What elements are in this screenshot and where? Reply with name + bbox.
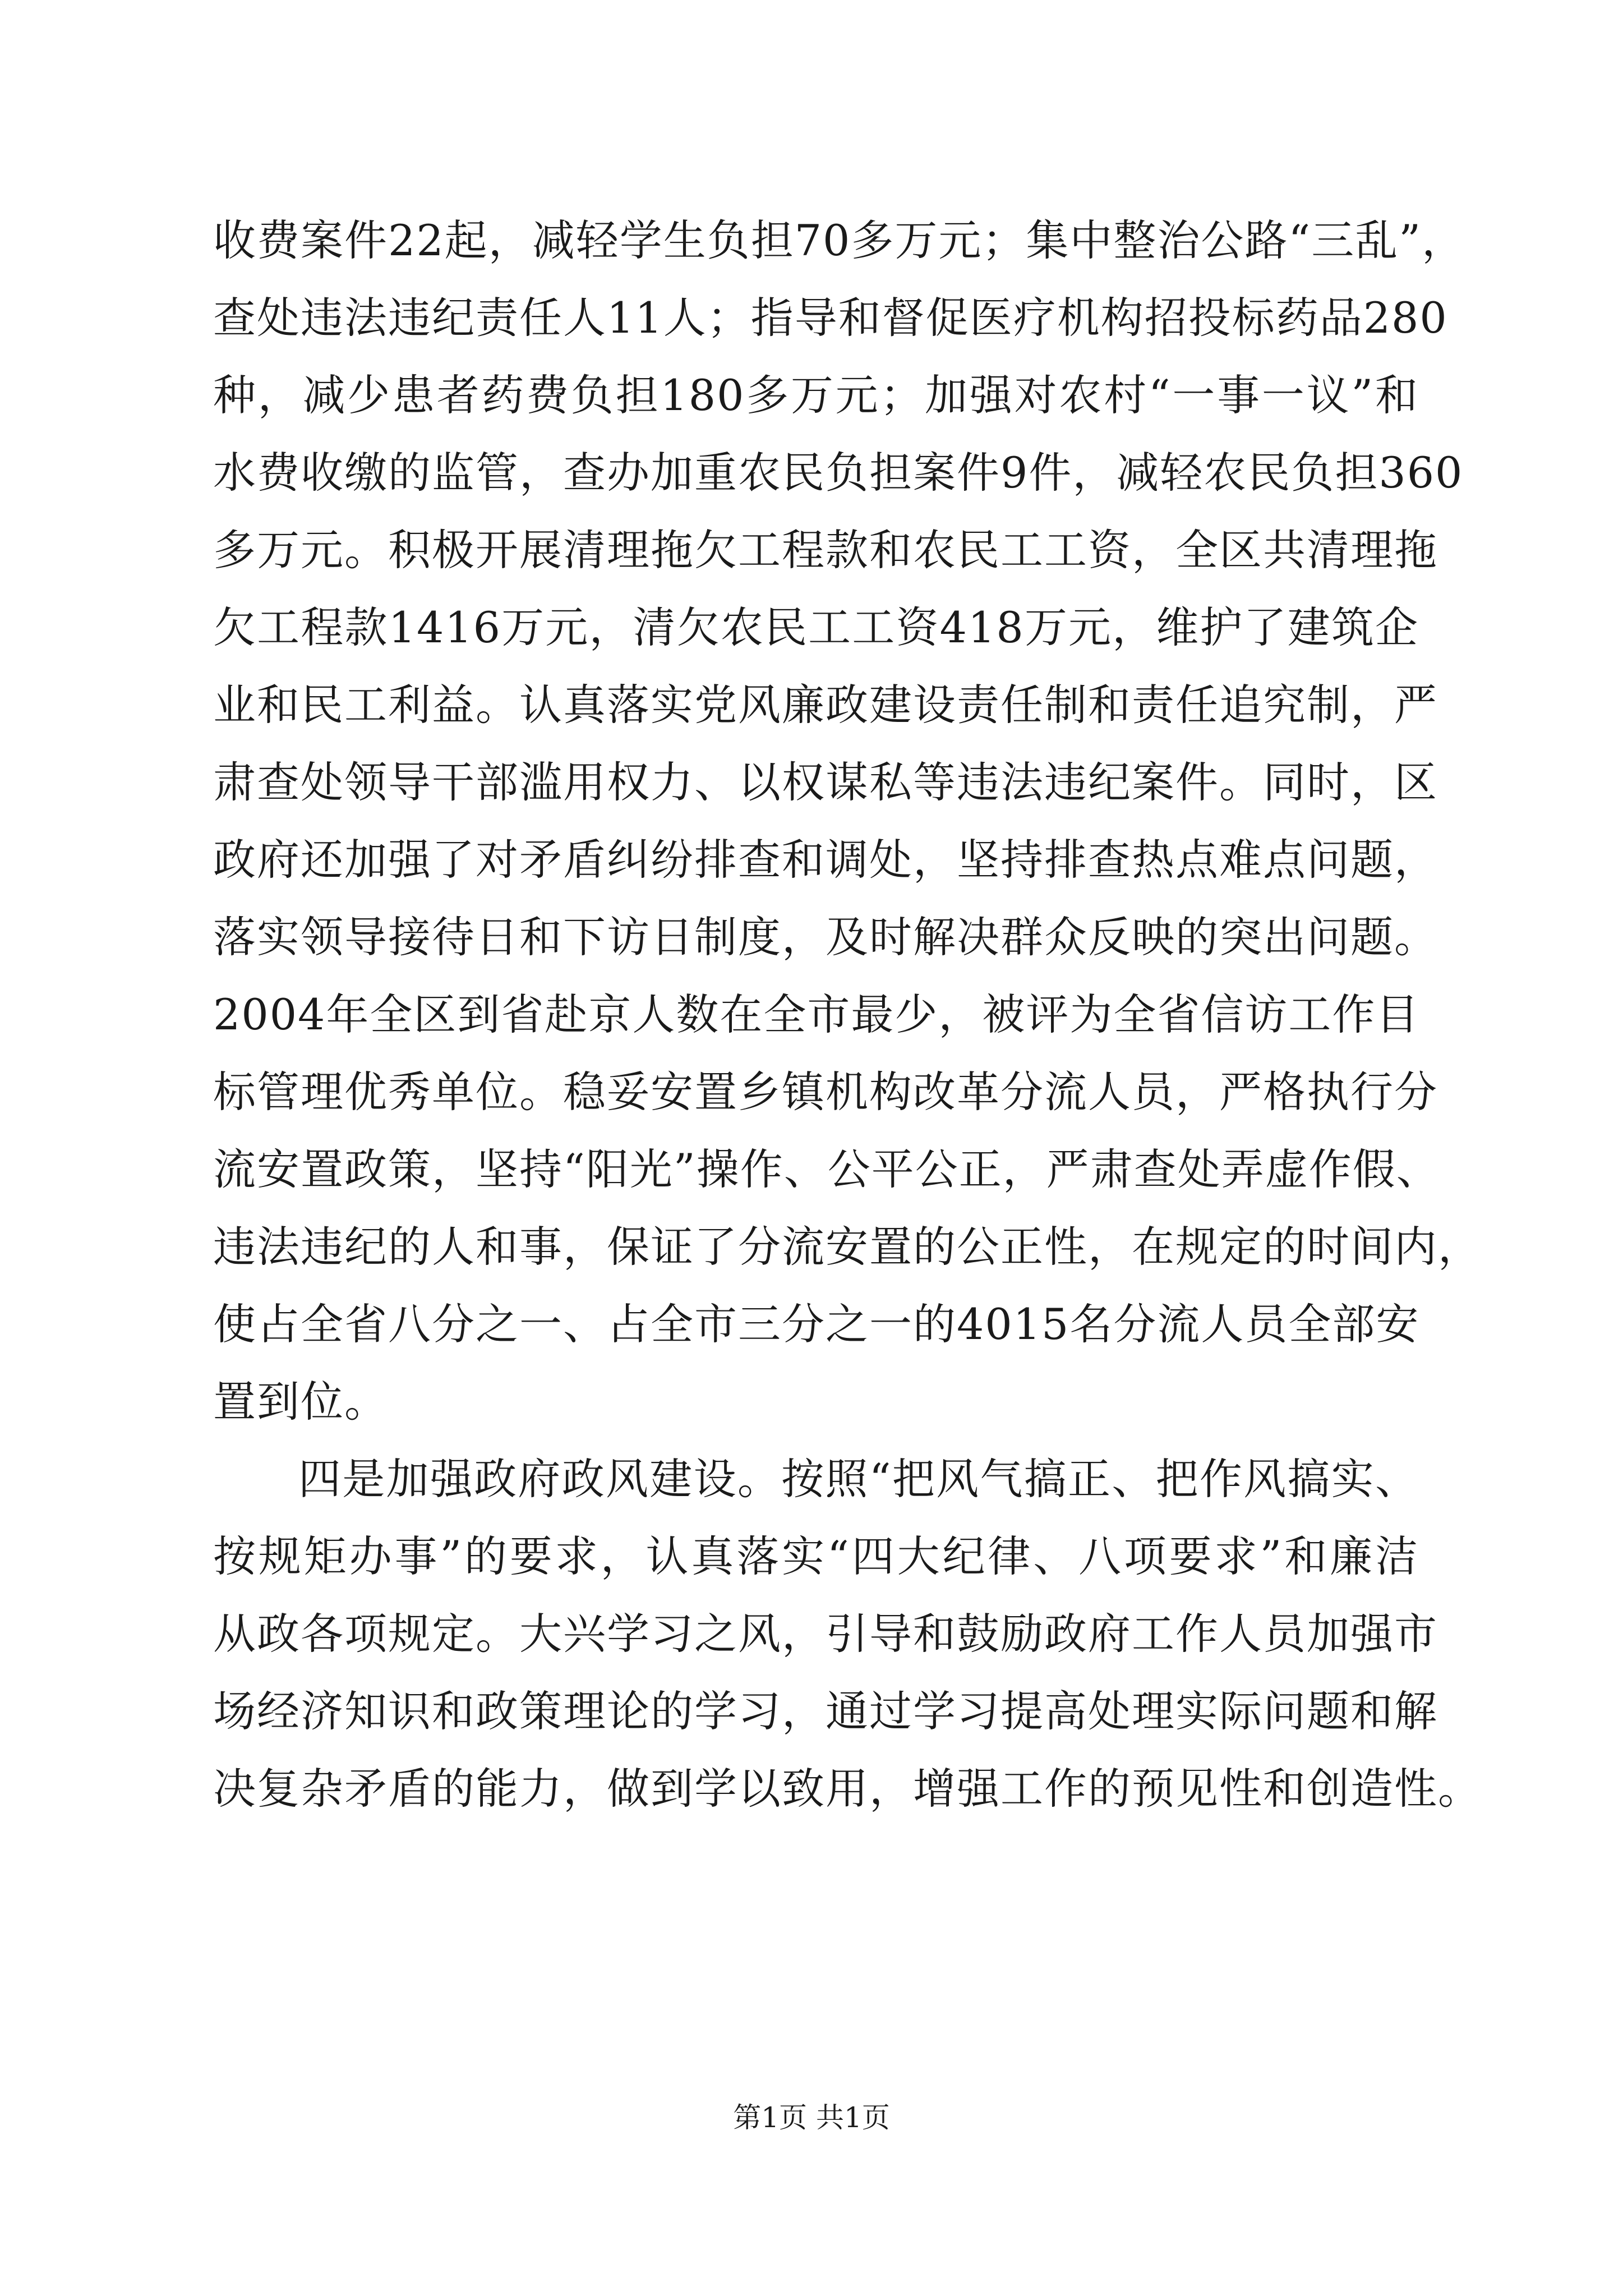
text-line: 场经济知识和政策理论的学习，通过学习提高处理实际问题和解 bbox=[213, 1686, 1438, 1736]
text-line: 收费案件22起，减轻学生负担70多万元；集中整治公路“三乱”， bbox=[213, 215, 1466, 265]
text-line: 2004年全区到省赴京人数在全市最少，被评为全省信访工作目 bbox=[213, 990, 1420, 1039]
text-line: 四是加强政府政风建设。按照“把风气搞正、把作风搞实、 bbox=[298, 1454, 1419, 1504]
text-line: 置到位。 bbox=[213, 1377, 388, 1427]
paragraph bbox=[213, 202, 1482, 1441]
page-footer: 第1页 共1页 bbox=[733, 2101, 890, 2134]
text-line: 查处违法违纪责任人11人；指导和督促医疗机构招投标药品280 bbox=[213, 293, 1448, 343]
text-line: 肃查处领导干部滥用权力、以权谋私等违法违纪案件。同时，区 bbox=[213, 757, 1438, 807]
text-line: 落实领导接待日和下访日制度，及时解决群众反映的突出问题。 bbox=[213, 912, 1438, 962]
text-line: 政府还加强了对矛盾纠纷排查和调处，坚持排查热点难点问题， bbox=[213, 835, 1438, 885]
text-line: 多万元。积极开展清理拖欠工程款和农民工工资，全区共清理拖 bbox=[213, 525, 1438, 575]
text-line: 按规矩办事”的要求，认真落实“四大纪律、八项要求”和廉洁 bbox=[213, 1531, 1419, 1581]
text-line: 标管理优秀单位。稳妥安置乡镇机构改革分流人员，严格执行分 bbox=[213, 1067, 1438, 1117]
text-line: 违法违纪的人和事，保证了分流安置的公正性，在规定的时间内， bbox=[213, 1222, 1482, 1272]
text-line: 种，减少患者药费负担180多万元；加强对农村“一事一议”和 bbox=[213, 370, 1419, 420]
text-line: 从政各项规定。大兴学习之风，引导和鼓励政府工作人员加强市 bbox=[213, 1609, 1438, 1659]
text-line: 水费收缴的监管，查办加重农民负担案件9件，减轻农民负担360 bbox=[213, 448, 1464, 498]
text-line: 流安置政策，坚持“阳光”操作、公平公正，严肃查处弄虚作假、 bbox=[213, 1144, 1440, 1194]
document-body bbox=[213, 202, 1482, 1828]
text-line: 决复杂矛盾的能力，做到学以致用，增强工作的预见性和创造性。 bbox=[213, 1764, 1482, 1814]
text-line: 欠工程款1416万元，清欠农民工工资418万元，维护了建筑企 bbox=[213, 602, 1419, 652]
paragraph bbox=[213, 1441, 1482, 1828]
text-line: 业和民工利益。认真落实党风廉政建设责任制和责任追究制，严 bbox=[213, 680, 1438, 730]
text-line: 使占全省八分之一、占全市三分之一的4015名分流人员全部安 bbox=[213, 1299, 1420, 1349]
